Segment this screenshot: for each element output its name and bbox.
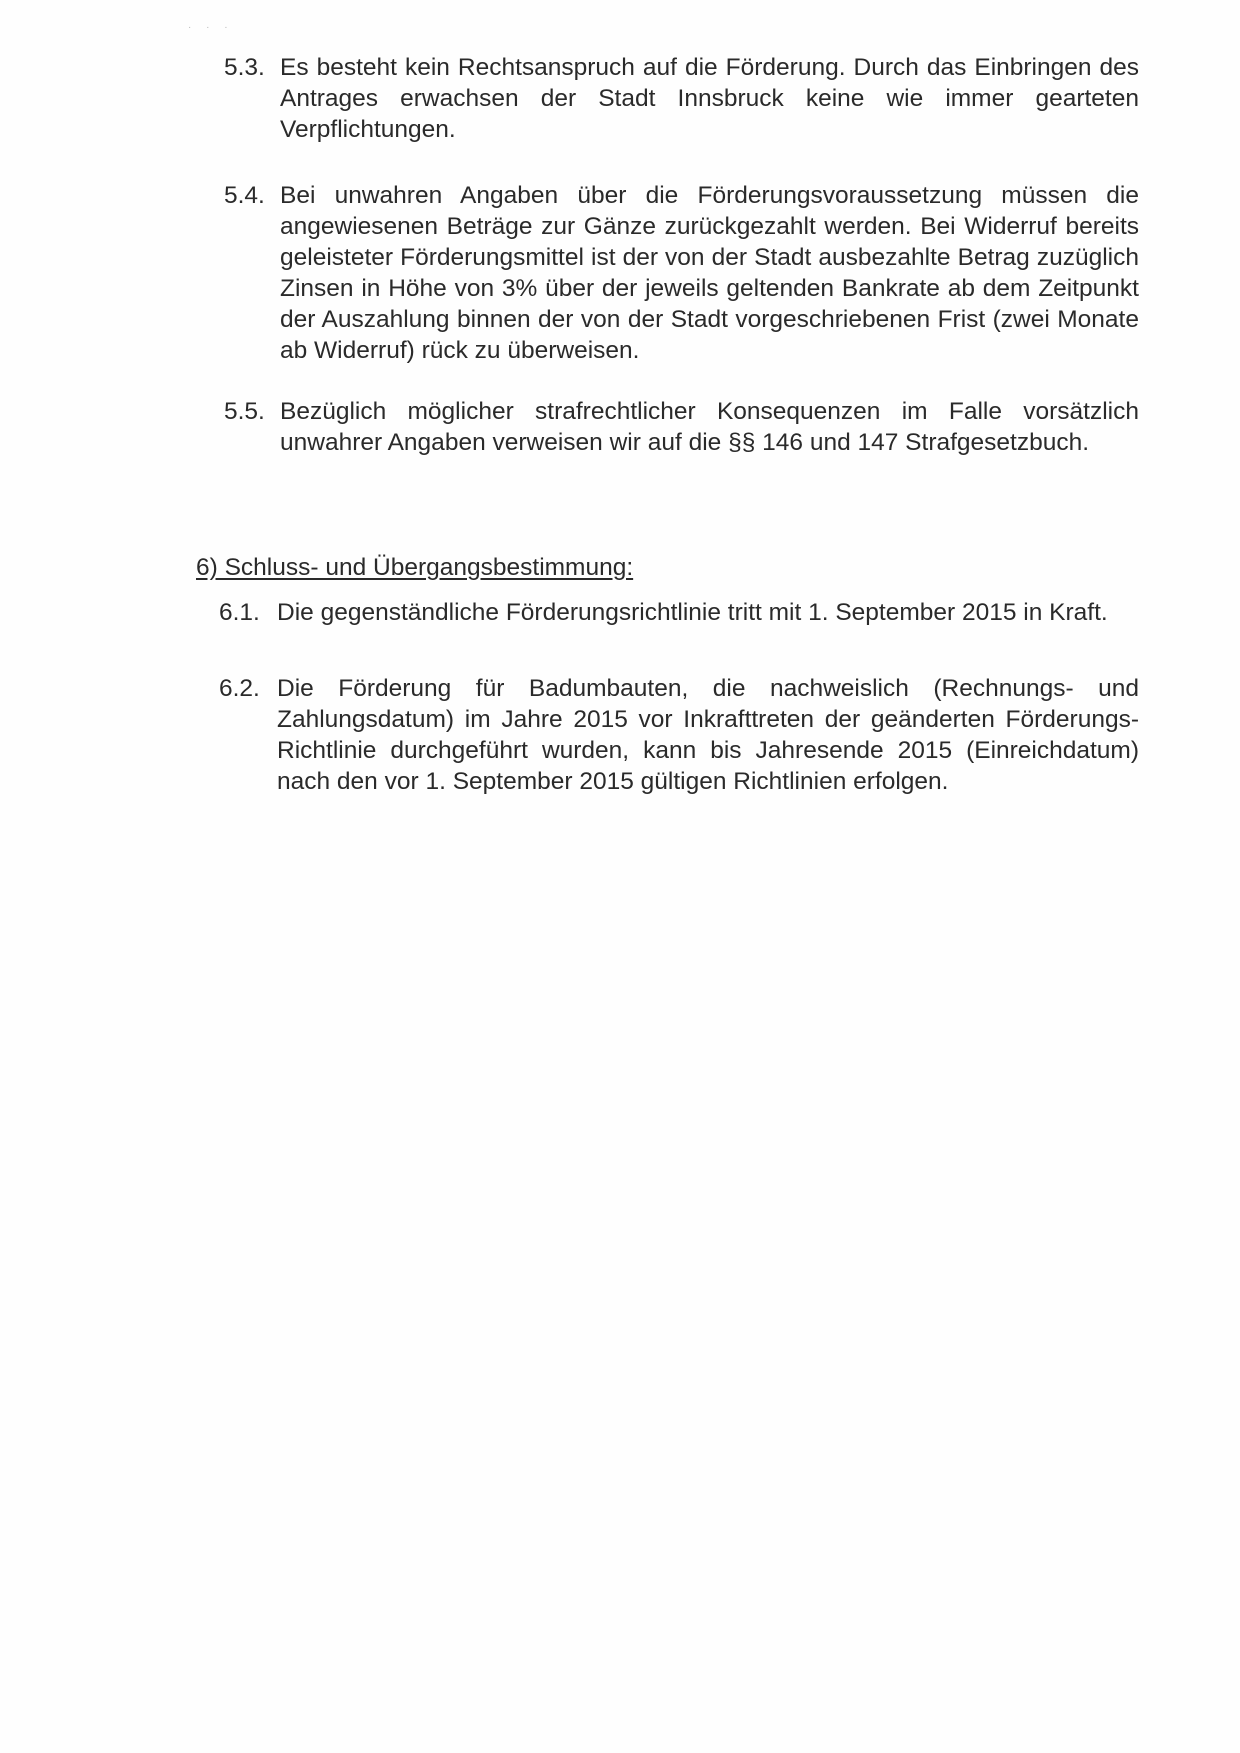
scan-artifact: · · · <box>188 22 234 33</box>
clause-5-5 <box>224 396 1139 489</box>
clause-6-1 <box>219 597 1139 659</box>
clause-number: 5.4. <box>224 182 265 209</box>
clause-text: Bezüglich möglicher strafrechtlicher Konsequenzen im Falle vorsätzlich unwahrer Angaben verweisen wir auf die §§ 146 und 147 Strafgesetzbuch. <box>280 398 1139 456</box>
clause-5-4 <box>224 180 1139 366</box>
section-heading: 6) Schluss- und Übergangsbestimmung: <box>196 554 634 581</box>
clause-number: 5.3. <box>224 54 265 81</box>
clause-text: Bei unwahren Angaben über die Förderungsvoraussetzung müssen die angewiesenen Beträge zur Gänze zurückgezahlt werden. Bei Widerruf bereits geleisteter Förderungsmittel ist der von der Stadt ausbezahlte Betrag zuzüglich Zinsen in Höhe von 3% über der jeweils geltenden Bankrate ab dem Zeitpunkt der Auszahlung binnen der von der Stadt vorgeschriebenen Frist (zwei Monate ab Widerruf) rück zu überweisen. <box>280 182 1139 364</box>
clause-text: Die Förderung für Badumbauten, die nachweislich (Rechnungs- und Zahlungsdatum) im Jahre 2015 vor Inkrafttreten der geänderten Förderungs-Richtlinie durchgeführt wurden, kann bis Jahresende 2015 (Einreichdatum) nach den vor 1. September 2015 gültigen Richtlinien erfolgen. <box>277 675 1139 795</box>
clause-5-3 <box>224 52 1139 145</box>
clause-6-2 <box>219 673 1139 828</box>
clause-text: Es besteht kein Rechtsanspruch auf die Förderung. Durch das Einbringen des Antrages erwachsen der Stadt Innsbruck keine wie immer gearteten Verpflichtungen. <box>280 54 1139 143</box>
clause-number: 6.1. <box>219 599 260 626</box>
clause-number: 6.2. <box>219 675 260 702</box>
clause-number: 5.5. <box>224 398 265 425</box>
clause-text: Die gegenständliche Förderungsrichtlinie tritt mit 1. September 2015 in Kraft. <box>277 599 1108 626</box>
